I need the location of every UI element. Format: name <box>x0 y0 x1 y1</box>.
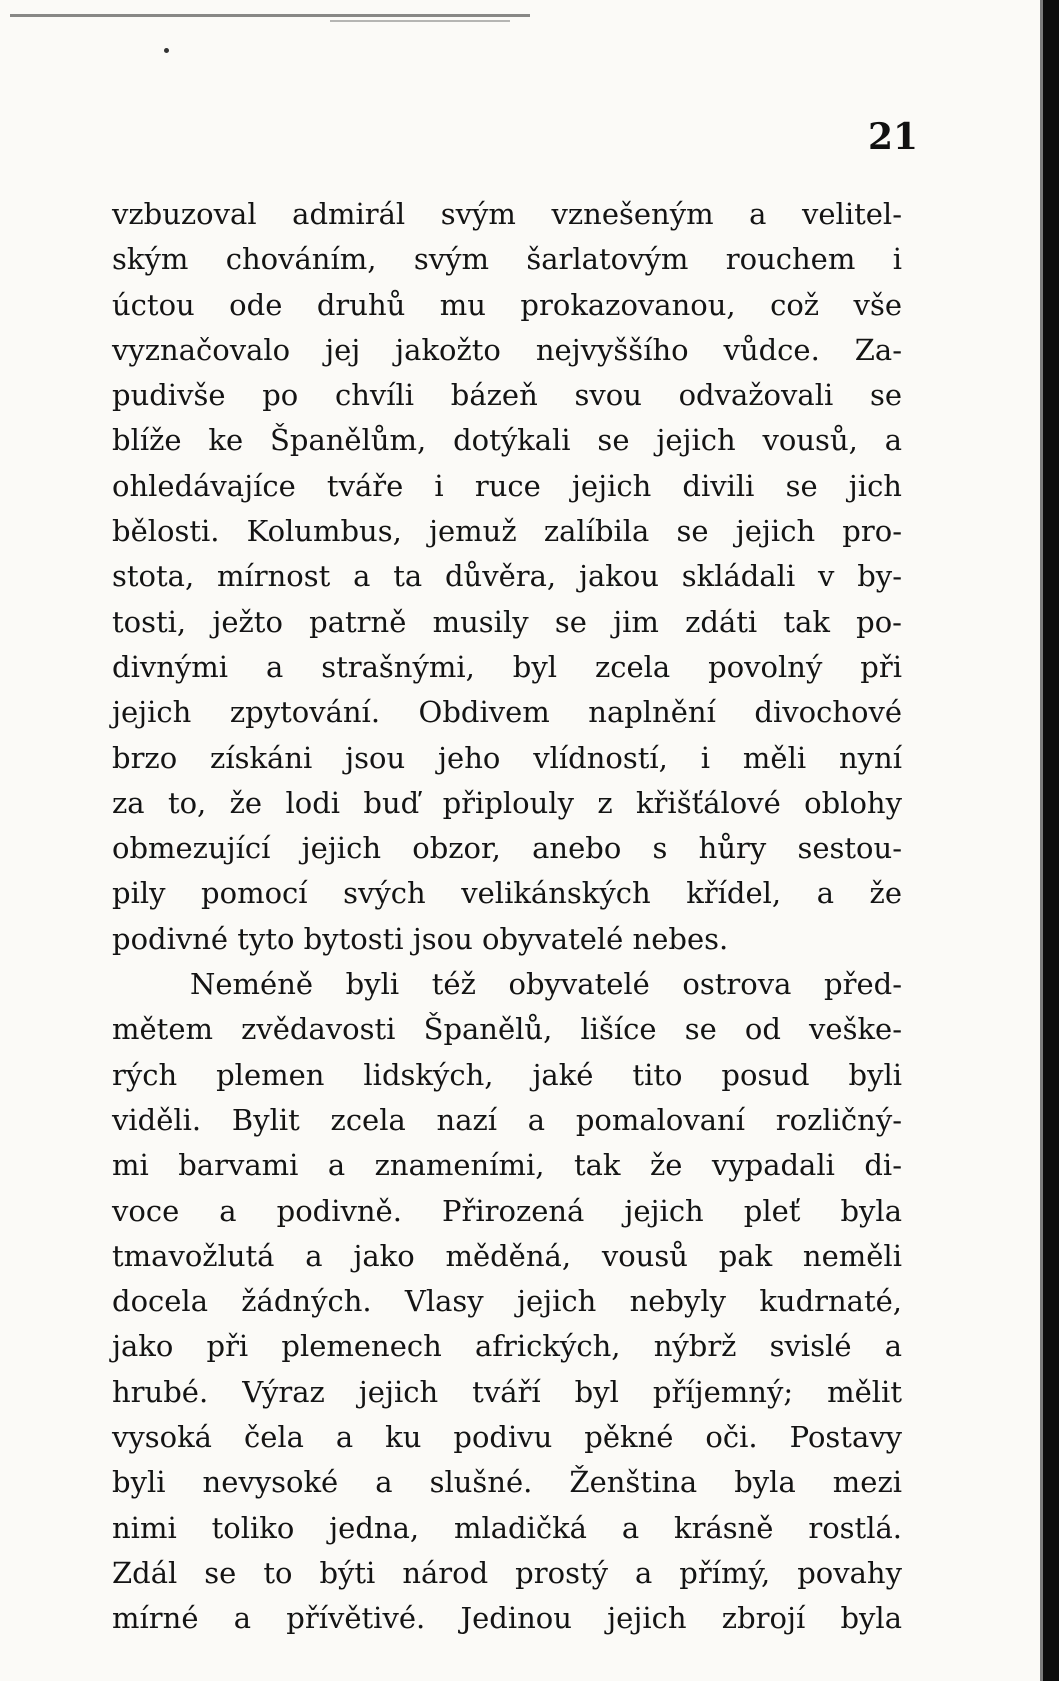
top-rule <box>10 14 530 17</box>
text-line: hrubé. Výraz jejich tváří byl příjemný; mělit <box>112 1374 902 1409</box>
page-edge <box>1043 0 1059 1681</box>
text-line: obmezující jejich obzor, anebo s hůry sestou- <box>112 831 902 866</box>
text-line: úctou ode druhů mu prokazovanou, což vše <box>112 287 902 322</box>
text-line: blíže ke Španělům, dotýkali se jejich vousů, a <box>112 423 902 458</box>
text-line: brzo získáni jsou jeho vlídností, i měli nyní <box>112 740 902 775</box>
text-line: ským chováním, svým šarlatovým rouchem i <box>112 242 902 277</box>
text-line: byli nevysoké a slušné. Ženština byla mezi <box>112 1465 902 1500</box>
text-line: Zdál se to býti národ prostý a přímý, povahy <box>112 1555 902 1590</box>
text-line: tosti, ježto patrně musily se jim zdáti tak po- <box>112 604 902 639</box>
text-line: pudivše po chvíli bázeň svou odvažovali se <box>112 378 902 413</box>
text-line: stota, mírnost a ta důvěra, jakou skládali v by- <box>112 559 902 594</box>
text-line: vysoká čela a ku podivu pěkné oči. Postavy <box>112 1420 902 1455</box>
text-line: tmavožlutá a jako měděná, vousů pak neměli <box>112 1238 902 1273</box>
text-line: nimi toliko jedna, mladičká a krásně rostlá. <box>112 1510 902 1545</box>
text-line: viděli. Bylit zcela nazí a pomalovaní rozličný- <box>112 1102 902 1137</box>
text-line: docela žádných. Vlasy jejich nebyly kudrnaté, <box>112 1284 902 1319</box>
text-line: vyznačovalo jej jakožto nejvyššího vůdce. Za- <box>112 332 902 367</box>
text-line-paragraph-start: Neméně byli též obyvatelé ostrova před- <box>190 967 902 1002</box>
top-rule-secondary <box>330 20 510 22</box>
text-line: pily pomocí svých velikánských křídel, a že <box>112 876 902 911</box>
text-line: bělosti. Kolumbus, jemuž zalíbila se jejich pro- <box>112 514 902 549</box>
text-line: jejich zpytování. Obdivem naplnění divochové <box>112 695 902 730</box>
text-line: za to, že lodi buď připlouly z křišťálové oblohy <box>112 785 902 820</box>
body-text <box>112 192 902 1642</box>
text-line: ohledávajíce tváře i ruce jejich divili se jich <box>112 468 902 503</box>
page-number: 21 <box>868 116 919 158</box>
ink-speck <box>164 48 169 53</box>
text-line: divnými a strašnými, byl zcela povolný při <box>112 649 902 684</box>
text-line: voce a podivně. Přirozená jejich pleť byla <box>112 1193 902 1228</box>
text-line: rých plemen lidských, jaké tito posud byli <box>112 1057 902 1092</box>
text-line: mírné a přívětivé. Jedinou jejich zbrojí byla <box>112 1601 902 1636</box>
text-line: jako při plemenech afrických, nýbrž svislé a <box>112 1329 902 1364</box>
text-line: mi barvami a znameními, tak že vypadali di- <box>112 1148 902 1183</box>
text-line: vzbuzoval admirál svým vznešeným a velitel- <box>112 197 902 231</box>
text-line-paragraph-end: podivné tyto bytosti jsou obyvatelé nebes. <box>112 921 729 956</box>
text-line: mětem zvědavosti Španělů, lišíce se od veške- <box>112 1012 902 1047</box>
